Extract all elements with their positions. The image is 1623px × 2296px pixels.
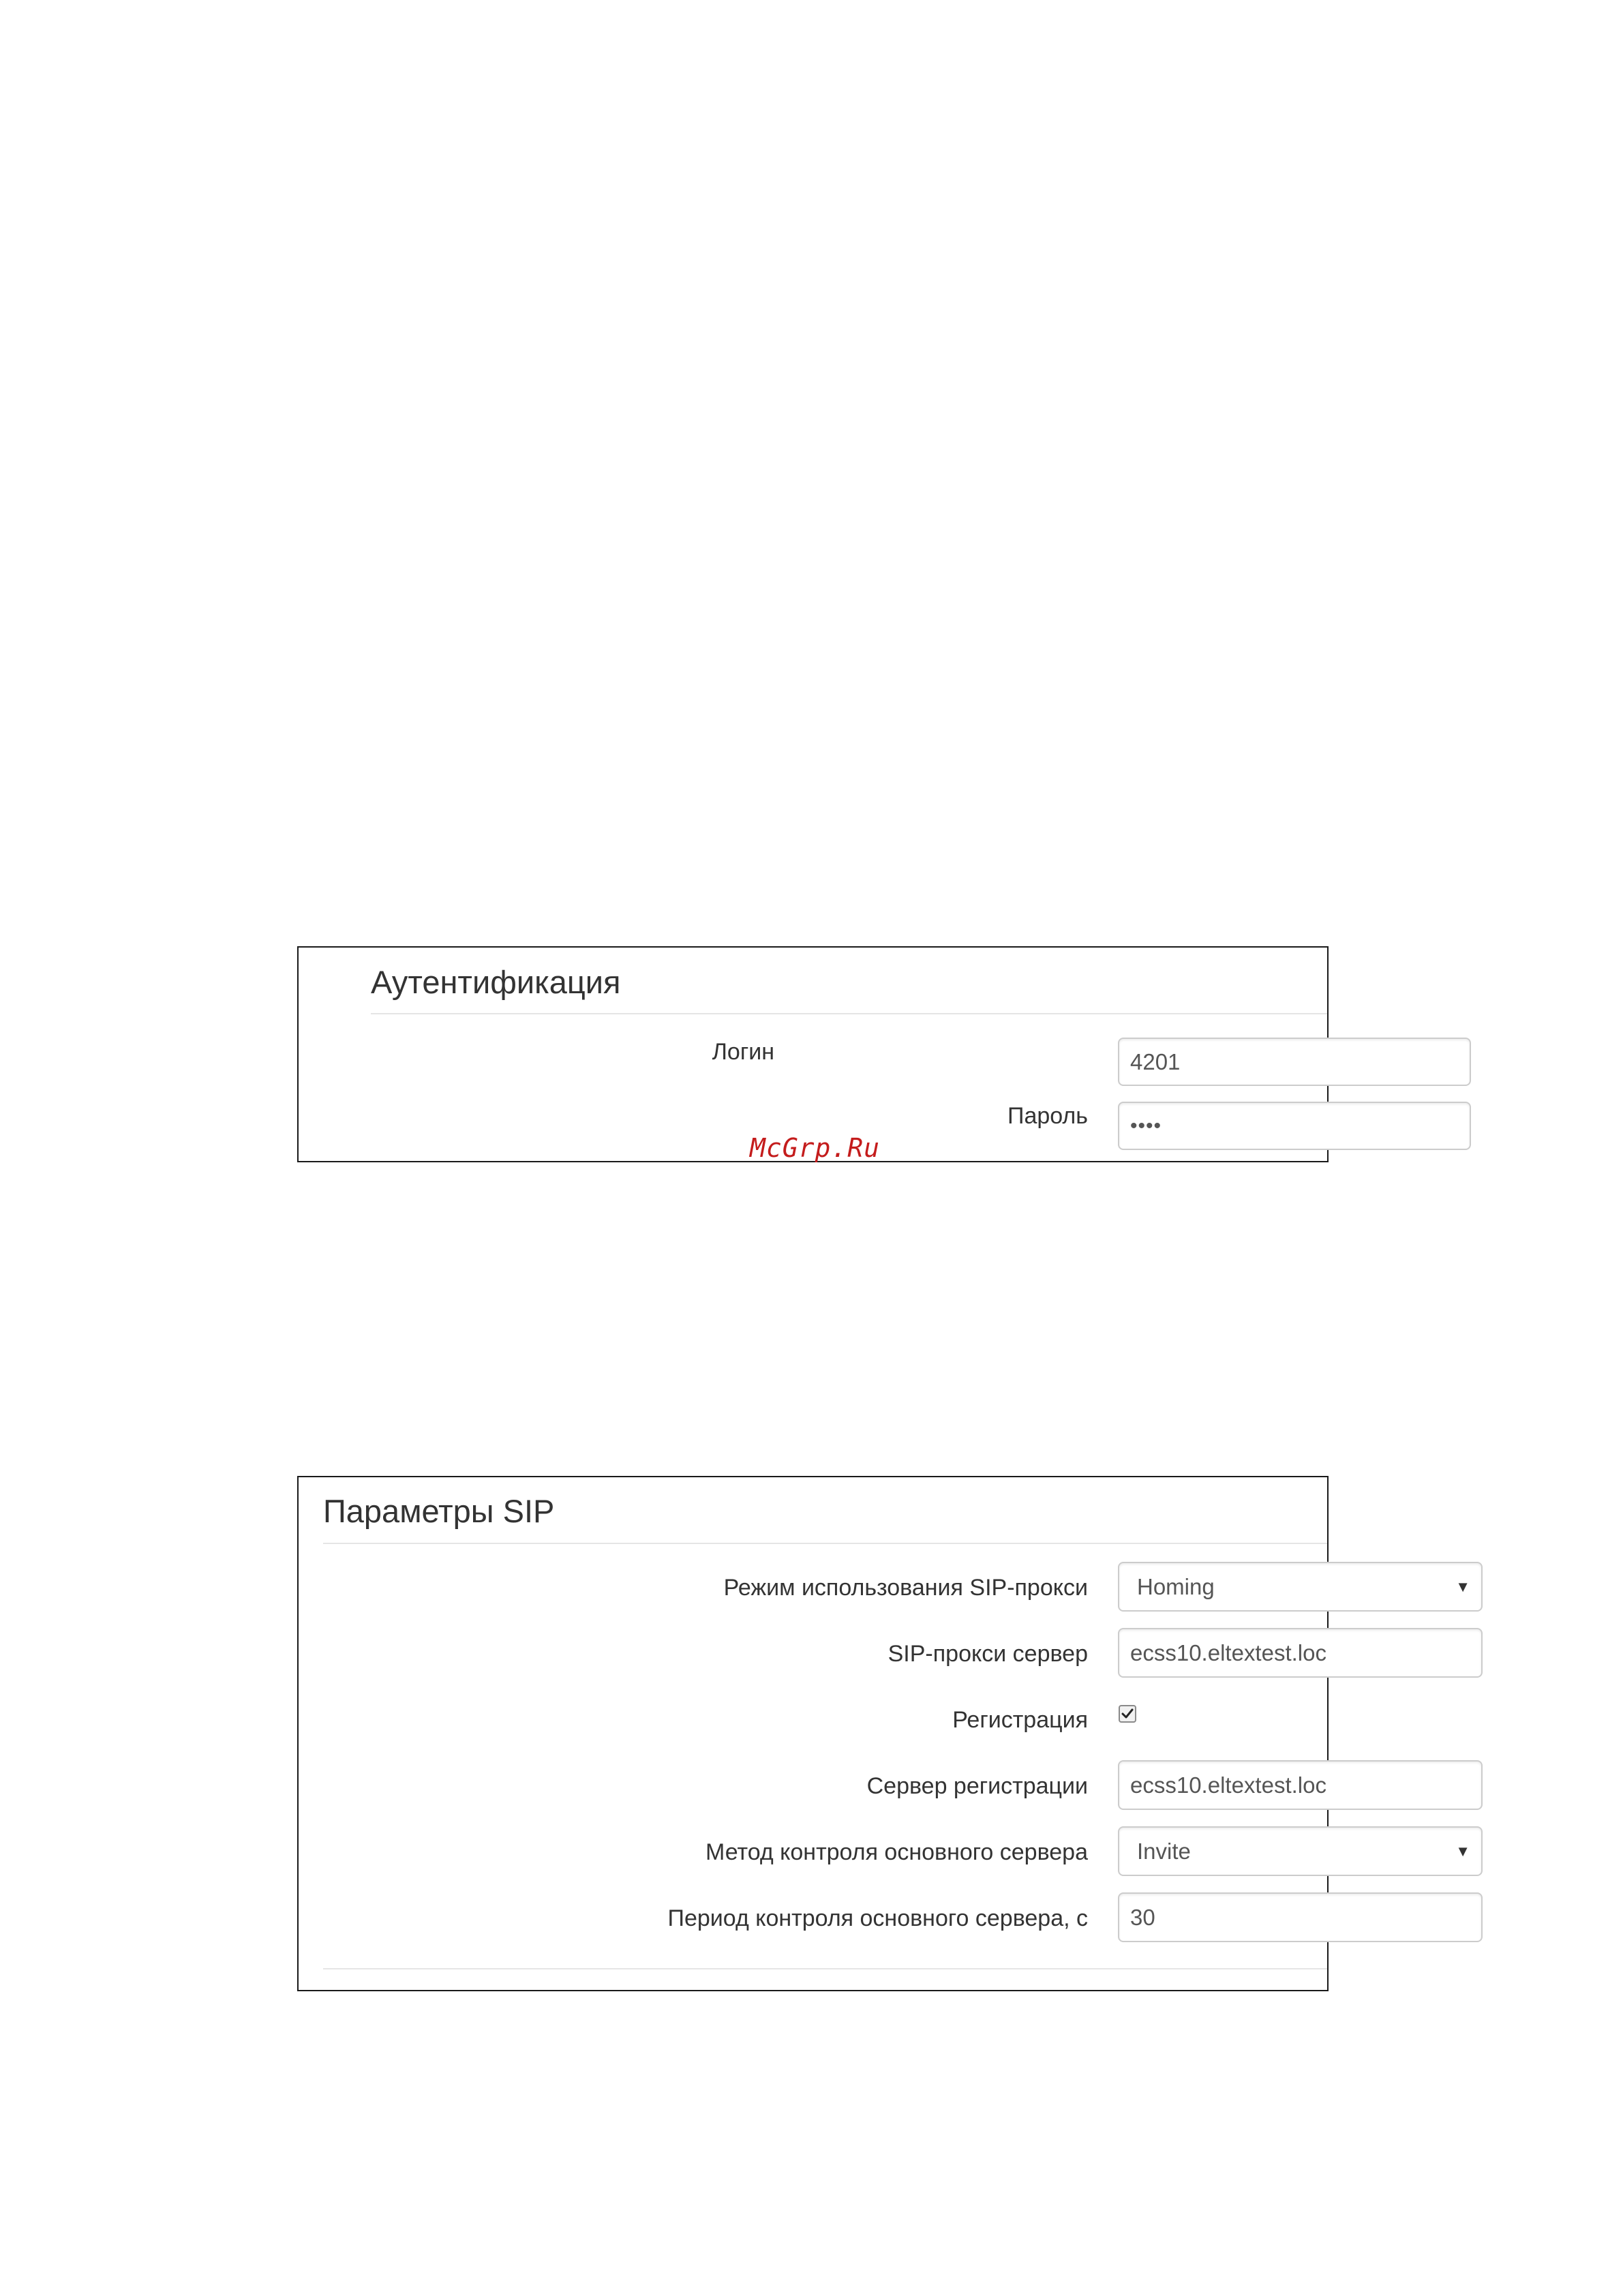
- control-method-select-value: Invite: [1137, 1838, 1191, 1864]
- control-period-input-value: 30: [1130, 1904, 1155, 1930]
- registration-server-input[interactable]: [1118, 1760, 1483, 1810]
- authentication-divider: [371, 1013, 1327, 1014]
- authentication-title: Аутентификация: [371, 964, 621, 1000]
- proxy-mode-select[interactable]: [1118, 1562, 1483, 1612]
- control-method-label: Метод контроля основного сервера: [706, 1839, 1088, 1865]
- login-input-value: 4201: [1130, 1048, 1181, 1074]
- proxy-mode-label: Режим использования SIP-прокси: [723, 1575, 1088, 1601]
- password-input-value: ••••: [1130, 1114, 1162, 1137]
- password-input[interactable]: [1118, 1102, 1471, 1150]
- proxy-mode-select-value: Homing: [1137, 1573, 1215, 1599]
- chevron-down-icon: ▼: [1455, 1577, 1470, 1595]
- proxy-server-input[interactable]: [1118, 1628, 1483, 1678]
- registration-checkbox[interactable]: [1119, 1705, 1136, 1723]
- check-mark-icon: [1121, 1707, 1134, 1721]
- control-period-label: Период контроля основного сервера, с: [667, 1905, 1088, 1931]
- login-input[interactable]: [1118, 1038, 1471, 1086]
- registration-server-input-value: ecss10.eltextest.loc: [1130, 1772, 1326, 1798]
- watermark-text: McGrp.Ru: [750, 1133, 881, 1163]
- control-period-input[interactable]: [1118, 1892, 1483, 1942]
- sip-parameters-title: Параметры SIP: [323, 1493, 555, 1529]
- chevron-down-icon: ▼: [1455, 1842, 1470, 1860]
- sip-parameters-divider-bottom: [323, 1968, 1327, 1969]
- registration-label: Регистрация: [952, 1707, 1088, 1733]
- proxy-server-input-value: ecss10.eltextest.loc: [1130, 1640, 1326, 1665]
- login-label: Логин: [712, 1039, 774, 1065]
- authentication-panel: [297, 946, 1329, 1162]
- sip-parameters-divider-top: [323, 1543, 1327, 1544]
- proxy-server-label: SIP-прокси сервер: [888, 1641, 1088, 1667]
- sip-parameters-panel: [297, 1476, 1470, 1991]
- control-method-select[interactable]: [1118, 1826, 1483, 1876]
- registration-server-label: Сервер регистрации: [866, 1773, 1088, 1799]
- password-label: Пароль: [1007, 1103, 1088, 1129]
